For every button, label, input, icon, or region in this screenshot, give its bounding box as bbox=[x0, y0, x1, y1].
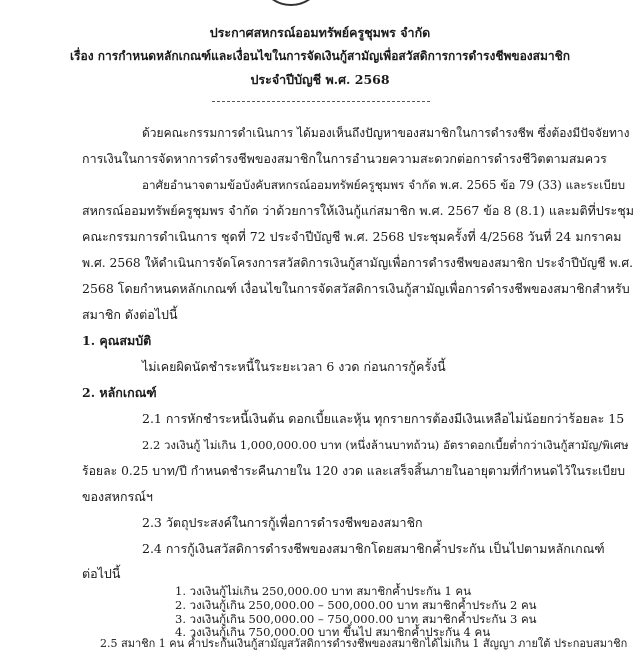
authority-paragraph-line: พ.ศ. 2568 ให้ดำเนินการจัดโครงการสวัสดิการเงินกู้สามัญเพื่อการดำรงชีพของสมาชิก ประจำปีบัญชี พ.ศ. bbox=[82, 256, 634, 270]
guarantor-rule: 3. วงเงินกู้เกิน 500,000.00 – 750,000.00 บาท สมาชิกค้ำประกัน 3 คน bbox=[175, 612, 537, 626]
seal-outer-ring bbox=[258, 0, 324, 6]
authority-paragraph-line: สมาชิก ดังต่อไปนี้ bbox=[82, 307, 178, 322]
item-2-2-line: ของสหกรณ์ฯ bbox=[82, 489, 153, 504]
authority-paragraph-line: สหกรณ์ออมทรัพย์ครูชุมพร จำกัด ว่าด้วยการให้เงินกู้แก่สมาชิก พ.ศ. 2567 ข้อ 8 (8.1) และมติที่ประชุม bbox=[82, 203, 634, 218]
item-2-3: 2.3 วัตถุประสงค์ในการกู้เพื่อการดำรงชีพของสมาชิก bbox=[142, 515, 423, 530]
authority-paragraph-line: 2568 โดยกำหนดหลักเกณฑ์ เงื่อนไขในการจัดสวัสดิการเงินกู้สามัญเพื่อการดำรงชีพของสมาชิกสำหรับ bbox=[82, 281, 630, 296]
section-1-text: ไม่เคยผิดนัดชำระหนี้ในระยะเวลา 6 งวด ก่อนการกู้ครั้งนี้ bbox=[142, 359, 446, 374]
item-2-5-partial: 2.5 สมาชิก 1 คน ค้ำประกันเงินกู้สามัญสวัสดิการดำรงชีพของสมาชิกได้ไม่เกิน 1 สัญญา ภายใต้ ประกอบสมาชิก bbox=[100, 637, 628, 650]
item-2-1: 2.1 การหักชำระหนี้เงินต้น ดอกเบี้ยและหุ้น ทุกรายการต้องมีเงินเหลือไม่น้อยกว่าร้อยละ 15 bbox=[142, 411, 625, 426]
fiscal-year: ประจำปีบัญชี พ.ศ. 2568 bbox=[250, 72, 390, 87]
item-2-2-line: ร้อยละ 0.25 บาท/ปี กำหนดชำระคืนภายใน 120 งวด และเสร็จสิ้นภายในอายุตามที่กำหนดไว้ในระเบียบ bbox=[82, 464, 626, 478]
guarantor-rule: 2. วงเงินกู้เกิน 250,000.00 – 500,000.00 บาท สมาชิกค้ำประกัน 2 คน bbox=[175, 598, 537, 612]
section-1-heading: 1. คุณสมบัติ bbox=[82, 333, 152, 348]
guarantor-rule: 4. วงเงินกู้เกิน 750,000.00 บาท ขึ้นไป สมาชิกค้ำประกัน 4 คน bbox=[175, 625, 491, 639]
guarantor-rule: 1. วงเงินกู้ไม่เกิน 250,000.00 บาท สมาชิกค้ำประกัน 1 คน bbox=[175, 584, 471, 598]
authority-paragraph-line: อาศัยอำนาจตามข้อบังคับสหกรณ์ออมทรัพย์ครูชุมพร จำกัด พ.ศ. 2565 ข้อ 79 (33) และระเบียบ bbox=[142, 178, 626, 192]
authority-paragraph-line: คณะกรรมการดำเนินการ ชุดที่ 72 ประจำปีบัญชี พ.ศ. 2568 ประชุมครั้งที่ 4/2568 วันที่ 24 มกราคม bbox=[82, 229, 622, 244]
cooperative-seal bbox=[240, 0, 340, 22]
item-2-2-line: 2.2 วงเงินกู้ ไม่เกิน 1,000,000.00 บาท (หนึ่งล้านบาทถ้วน) อัตราดอกเบี้ยต่ำกว่าเงินกู้สามัญ/พิเศษ bbox=[142, 438, 629, 452]
document-title: ประกาศสหกรณ์ออมทรัพย์ครูชุมพร จำกัด bbox=[209, 25, 431, 40]
intro-paragraph-line: ด้วยคณะกรรมการดำเนินการ ได้มองเห็นถึงปัญหาของสมาชิกในการดำรงชีพ ซึ่งต้องมีปัจจัยทาง bbox=[142, 126, 630, 140]
header-divider bbox=[212, 101, 430, 102]
document-subject: เรื่อง การกำหนดหลักเกณฑ์และเงื่อนไขในการจัดเงินกู้สามัญเพื่อสวัสดิการการดำรงชีพของสมาชิก bbox=[69, 49, 571, 63]
intro-paragraph-line: การเงินในการจัดหาการดำรงชีพของสมาชิกในการอำนวยความสะดวกต่อการดำรงชีวิตตามสมควร bbox=[82, 151, 607, 166]
item-2-4-line: ต่อไปนี้ bbox=[82, 566, 121, 581]
item-2-4-line: 2.4 การกู้เงินสวัสดิการดำรงชีพของสมาชิกโดยสมาชิกค้ำประกัน เป็นไปตามหลักเกณฑ์ bbox=[142, 541, 605, 556]
section-2-heading: 2. หลักเกณฑ์ bbox=[82, 385, 157, 400]
